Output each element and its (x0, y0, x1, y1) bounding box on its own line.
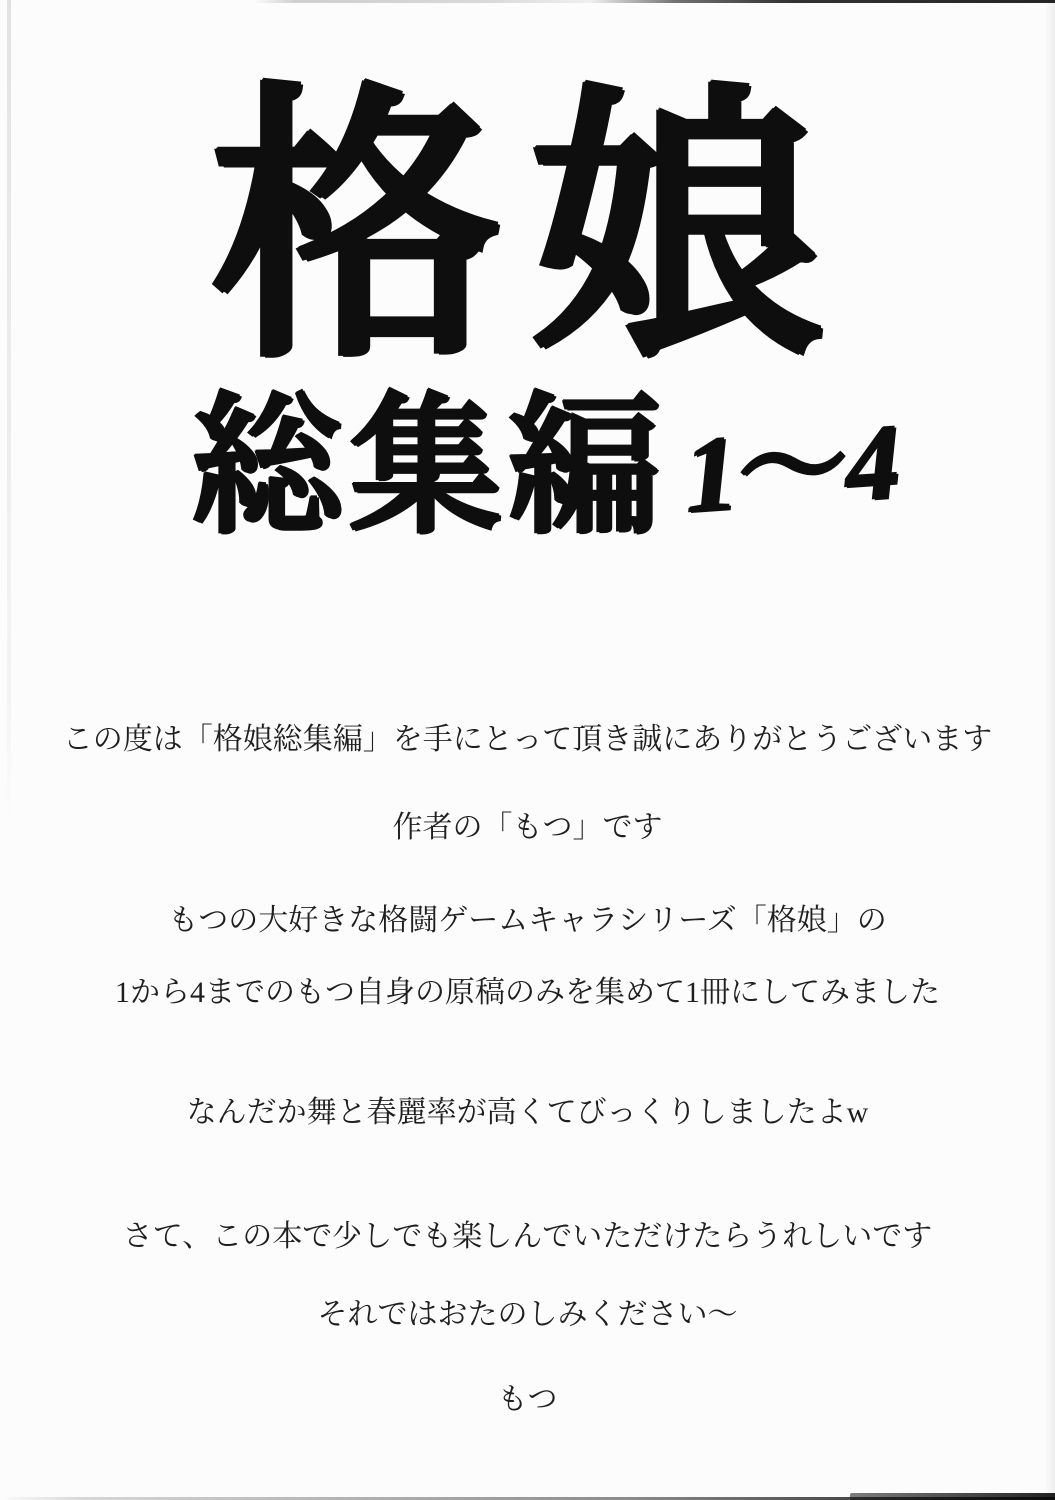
author-introduction-line: 作者の「もつ」です (392, 811, 663, 844)
series-description-line: もつの大好きな格闘ゲームキャラシリーズ「格娘」の (168, 904, 887, 937)
compilation-description-line: 1から4までのもつ自身の原稿のみを集めて1冊にしてみました (115, 976, 940, 1009)
comment-line: なんだか舞と春麗率が高くてびっくりしましたよw (186, 1096, 869, 1129)
title-calligraphy: 格娘 (211, 70, 849, 391)
greeting-line: この度は「格娘総集編」を手にとって頂き誠にありがとうございます (62, 723, 993, 756)
subtitle-calligraphy (15, 383, 1055, 551)
hope-enjoy-line: さて、この本で少しでも楽しんでいただけたらうれしいです (122, 1220, 933, 1253)
subtitle-text: 総集編 (191, 383, 666, 551)
closing-line: それではおたのしみください～ (317, 1298, 738, 1331)
scan-artifact-top-edge (0, 0, 1055, 3)
scan-artifact-bottom-right-edge (850, 1493, 1055, 1500)
subtitle-volume-range: 1～4 (677, 400, 906, 536)
author-signature: もつ (497, 1383, 558, 1416)
